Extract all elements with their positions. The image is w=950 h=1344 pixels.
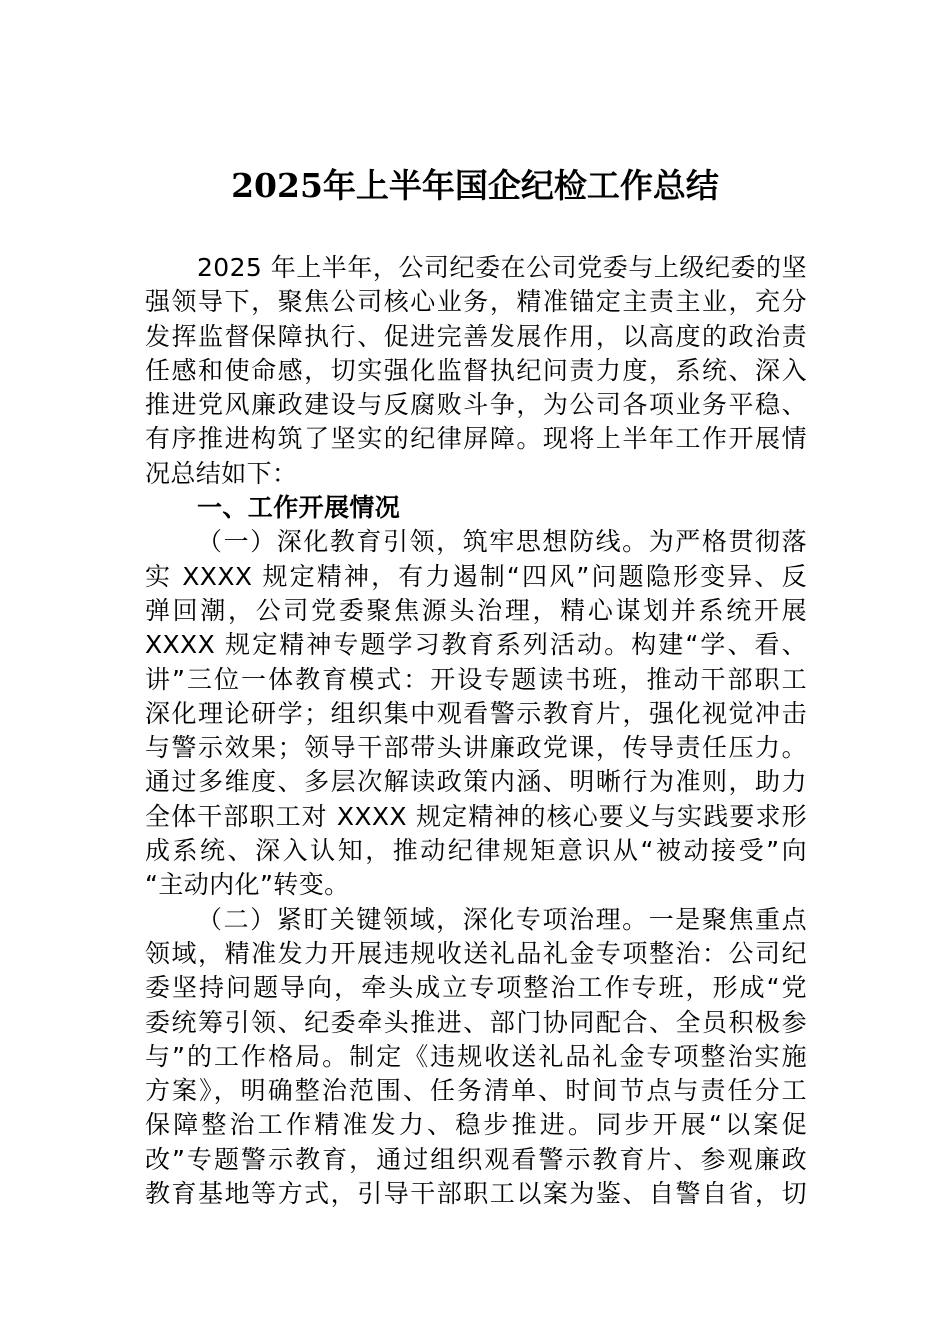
paragraph-line: 成系统、深入认知，推动纪律规矩意识从“被动接受”向 (145, 836, 807, 866)
paragraph-line: XXXX 规定精神专题学习教育系列活动。构建“学、看、 (145, 630, 807, 660)
paragraph-line: 弹回潮，公司党委聚焦源头治理，精心谋划并系统开展 (145, 595, 807, 625)
paragraph-line: 委统筹引领、纪委牵头推进、部门协同配合、全员积极参 (145, 1007, 807, 1037)
paragraph-line: 改”专题警示教育，通过组织观看警示教育片、参观廉政 (145, 1144, 807, 1174)
paragraph-line: 发挥监督保障执行、促进完善发展作用，以高度的政治责 (145, 321, 807, 351)
paragraph-line: 有序推进构筑了坚实的纪律屏障。现将上半年工作开展情 (145, 424, 807, 454)
paragraph-line: 与警示效果；领导干部带头讲廉政党课，传导责任压力。 (145, 733, 807, 763)
paragraph-line: 任感和使命感，切实强化监督执纪问责力度，系统、深入 (145, 355, 807, 385)
paragraph-line: 况总结如下： (145, 458, 298, 488)
paragraph-line: 实 XXXX 规定精神，有力遏制“四风”问题隐形变异、反 (145, 561, 807, 591)
document-title: 2025年上半年国企纪检工作总结 (231, 166, 719, 205)
paragraph-line: 讲”三位一体教育模式：开设专题读书班，推动干部职工 (145, 664, 807, 694)
paragraph-line: 通过多维度、多层次解读政策内涵、明晰行为准则，助力 (145, 767, 807, 797)
subsection-education (145, 525, 807, 902)
paragraph-line: 委坚持问题导向，牵头成立专项整治工作专班，形成“党 (145, 973, 807, 1003)
paragraph-line: 保障整治工作精准发力、稳步推进。同步开展“以案促 (145, 1110, 807, 1140)
paragraph-line: “主动内化”转变。 (145, 870, 350, 900)
paragraph-line: 教育基地等方式，引导干部职工以案为鉴、自警自省，切 (145, 1179, 807, 1209)
intro-paragraph (145, 251, 807, 491)
paragraph-line: 全体干部职工对 XXXX 规定精神的核心要义与实践要求形 (145, 801, 807, 831)
paragraph-line: 方案》，明确整治范围、任务清单、时间节点与责任分工 (145, 1076, 807, 1106)
paragraph-line: 强领导下，聚焦公司核心业务，精准锚定主责主业，充分 (145, 287, 807, 317)
document-body (145, 251, 807, 1211)
paragraph-line: 2025 年上半年，公司纪委在公司党委与上级纪委的坚 (197, 253, 807, 282)
subsection-heading-line: （二）紧盯关键领域，深化专项治理。一是聚焦重点 (197, 904, 807, 934)
paragraph-line: 深化理论研学；组织集中观看警示教育片，强化视觉冲击 (145, 698, 807, 728)
section-heading: 一、工作开展情况 (197, 493, 401, 523)
paragraph-line: 推进党风廉政建设与反腐败斗争，为公司各项业务平稳、 (145, 390, 807, 420)
subsection-special-governance (145, 903, 807, 1212)
subsection-heading-line: （一）深化教育引领，筑牢思想防线。为严格贯彻落 (197, 527, 807, 557)
paragraph-line: 与”的工作格局。制定《违规收送礼品礼金专项整治实施 (145, 1041, 807, 1071)
paragraph-line: 领域，精准发力开展违规收送礼品礼金专项整治：公司纪 (145, 938, 807, 968)
